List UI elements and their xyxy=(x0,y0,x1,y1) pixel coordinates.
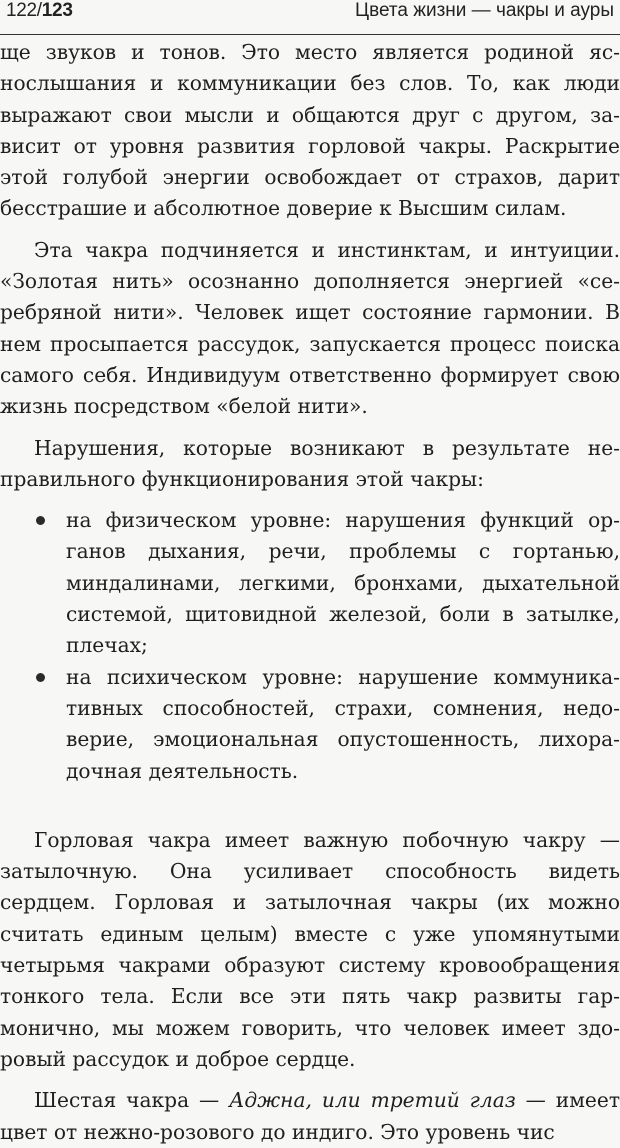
disorders-list xyxy=(0,505,620,787)
list-item xyxy=(0,662,620,787)
page-body xyxy=(0,37,620,1148)
page-number xyxy=(6,0,73,22)
page-number-current: 123 xyxy=(41,0,73,21)
paragraph-5-italic: Аджна, или третий глаз xyxy=(229,1088,516,1113)
list-item xyxy=(0,505,620,661)
paragraph-5-start: Шестая чакра — xyxy=(34,1088,230,1113)
list-item-text: на психическом уровне: нарушение коммуникативных способностей, страхи, сомнения, недоверие, эмоциональная опустошенность, лихорадочная деятельность. xyxy=(66,664,620,783)
bullet-icon xyxy=(36,516,45,525)
paragraph-5-end: — имеет цвет от нежно-розового до индиго. Это уровень чис xyxy=(0,1088,620,1144)
paragraph-1: ще звуков и тонов. Это место является родиной яснослышания и коммуникации без слов. То, как люди выражают свои мысли и общаются друг с другом, зависит от уровня развития горловой чакры. Раскрытие этой голубой энергии освобождает от страхов, дарит бесстрашие и абсолютное доверие к Высшим силам. xyxy=(0,40,620,221)
page-number-prev: 122/ xyxy=(6,0,42,21)
running-title: Цвета жизни — чакры и ауры xyxy=(355,0,614,21)
page-header xyxy=(0,0,620,35)
bullet-icon xyxy=(36,673,45,682)
paragraph-3: Нарушения, которые возникают в результате неправильного функционирования этой чакры: xyxy=(0,435,620,491)
paragraph-5 xyxy=(0,1085,620,1148)
list-item-text: на физическом уровне: нарушения функций органов дыхания, речи, проблемы с гортанью, миндалинами, легкими, бронхами, дыхательной системой, щитовидной железой, боли в затылке, плечах; xyxy=(66,508,620,658)
paragraph-4: Горловая чакра имеет важную побочную чакру — затылочную. Она усиливает способность видеть сердцем. Горловая и затылочная чакры (их можно считать единым целым) вместе с уже упомянутыми четырьмя чакрами образуют систему кровообращения тонкого тела. Если все эти пять чакр развиты гармонично, мы можем говорить, что человек имеет здоровый рассудок и доброе сердце. xyxy=(0,827,620,1071)
paragraph-2: Эта чакра подчиняется и инстинктам, и интуиции. «Золотая нить» осознанно дополняется энергией «серебряной нити». Человек ищет состояние гармонии. В нем просыпается рассудок, запускается процесс поиска самого себя. Индивидуум ответственно формирует свою жизнь посредством «белой нити». xyxy=(0,237,620,419)
